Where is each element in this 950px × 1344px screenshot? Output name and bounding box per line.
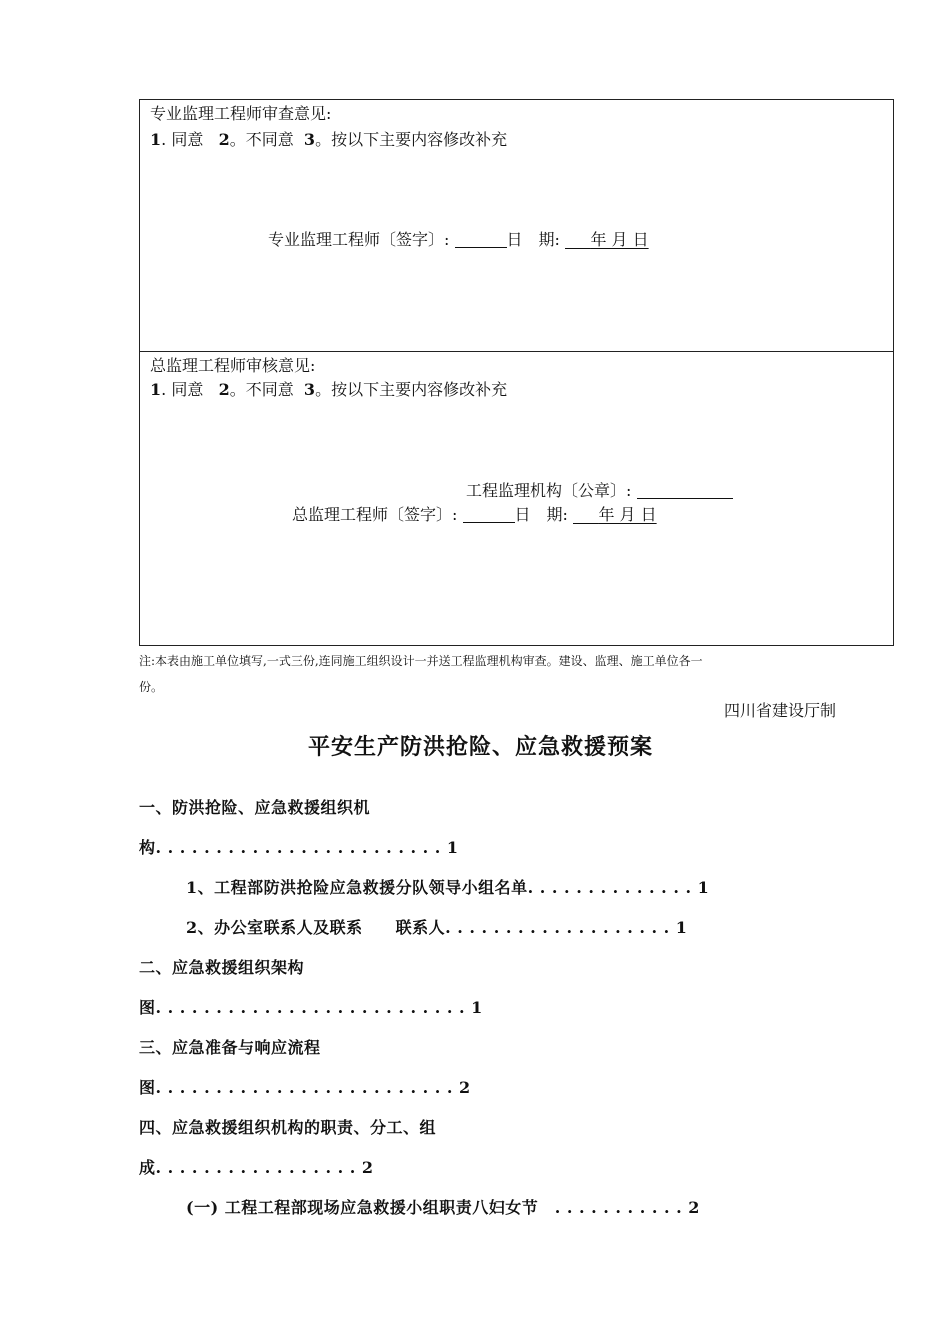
- engineer-date-value: 年 月 日: [590, 230, 649, 249]
- chief-date-field[interactable]: [573, 505, 657, 524]
- option-disagree: 。不同意: [229, 130, 294, 149]
- option-revise: 。按以下主要内容修改补充: [315, 380, 508, 399]
- engineer-signature-line: [268, 227, 649, 250]
- toc-entry[interactable]: 图. . . . . . . . . . . . . . . . . . . . . . . . . . 1: [139, 998, 483, 1017]
- toc-entry[interactable]: 二、应急救援组织架构: [139, 958, 305, 977]
- issuer: 四川省建设厅制: [724, 701, 837, 720]
- chief-seal-field[interactable]: [637, 482, 733, 499]
- chief-seal-line: [466, 478, 733, 501]
- engineer-signature-label: 专业监理工程师〔签字〕:: [268, 230, 450, 249]
- chief-review-heading: 总监理工程师审核意见:: [150, 356, 316, 375]
- engineer-date-field[interactable]: [565, 230, 649, 249]
- option-1-number: 1: [150, 380, 162, 399]
- chief-review-options: [150, 377, 507, 400]
- toc-entry[interactable]: 三、应急准备与响应流程: [139, 1038, 321, 1057]
- toc-entry[interactable]: 2、办公室联系人及联系 联系人. . . . . . . . . . . . . . . . . . . 1: [186, 918, 688, 937]
- option-agree: . 同意: [161, 130, 204, 149]
- chief-date-value: 年 月 日: [598, 505, 657, 524]
- option-agree: . 同意: [161, 380, 204, 399]
- engineer-review-options: [150, 127, 507, 150]
- option-3-number: 3: [303, 130, 316, 149]
- engineer-date-label: 日 期:: [506, 230, 560, 249]
- chief-signature-label: 总监理工程师〔签字〕:: [292, 505, 458, 524]
- form-note-line-2: 份。: [139, 680, 164, 694]
- toc-entry[interactable]: 图. . . . . . . . . . . . . . . . . . . . . . . . . 2: [139, 1078, 471, 1097]
- toc-entry[interactable]: 构. . . . . . . . . . . . . . . . . . . . . . . . 1: [139, 838, 459, 857]
- toc-entry[interactable]: 1、工程部防洪抢险应急救援分队领导小组名单. . . . . . . . . . . . . . 1: [186, 878, 710, 897]
- document-title: 平安生产防洪抢险、应急救援预案: [308, 734, 654, 760]
- toc-entry[interactable]: (一) 工程工程部现场应急救援小组职责八妇女节 . . . . . . . . . . . 2: [186, 1198, 700, 1217]
- option-2-number: 2: [218, 380, 230, 399]
- toc-entry[interactable]: 成. . . . . . . . . . . . . . . . . 2: [139, 1158, 374, 1177]
- option-revise: 。按以下主要内容修改补充: [315, 130, 508, 149]
- chief-seal-label: 工程监理机构〔公章〕:: [466, 481, 632, 500]
- toc-entry[interactable]: 一、防洪抢险、应急救援组织机: [139, 798, 371, 817]
- form-note-line-1: 注:本表由施工单位填写,一式三份,连同施工组织设计一并送工程监理机构审查。建设、监理、施工单位各一: [139, 654, 703, 668]
- option-1-number: 1: [150, 130, 162, 149]
- toc-entry[interactable]: 四、应急救援组织机构的职责、分工、组: [139, 1118, 437, 1137]
- option-disagree: 。不同意: [229, 380, 294, 399]
- option-3-number: 3: [303, 380, 316, 399]
- chief-date-label: 日 期:: [514, 505, 568, 524]
- engineer-signature-field[interactable]: [455, 231, 507, 248]
- engineer-review-heading: 专业监理工程师审查意见:: [150, 104, 332, 123]
- chief-signature-line: [292, 502, 657, 525]
- option-2-number: 2: [218, 130, 230, 149]
- chief-signature-field[interactable]: [463, 506, 515, 523]
